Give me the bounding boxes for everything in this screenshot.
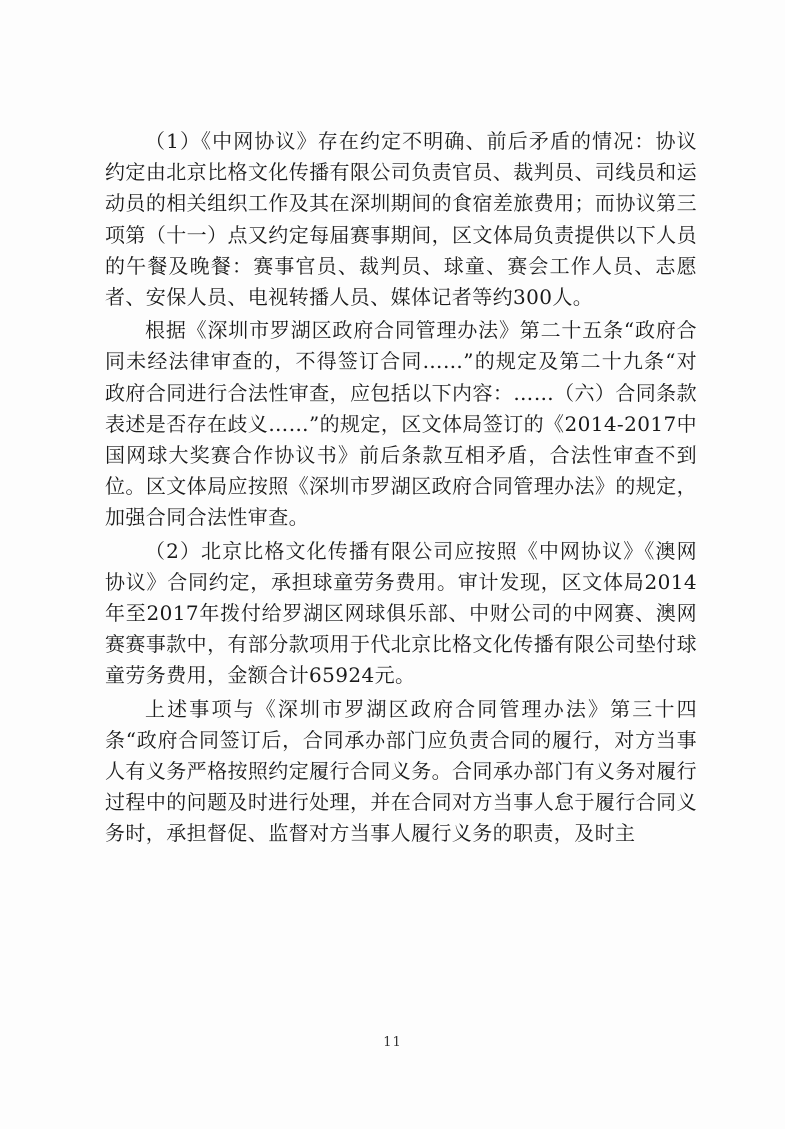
paragraph-contract-ambiguity: （1）《中网协议》存在约定不明确、前后矛盾的情况：协议约定由北京比格文化传播有限公司负责官员、裁判员、司线员和运动员的相关组织工作及其在深圳期间的食宿差旅费用；而协议第三项第（十一）点又约定每届赛事期间，区文体局负责提供以下人员的午餐及晚餐：赛事官员、裁判员、球童、赛会工作人员、志愿者、安保人员、电视转播人员、媒体记者等约300人。 [105, 129, 697, 310]
page-number: 11 [383, 1035, 402, 1050]
paragraph-legal-review: 根据《深圳市罗湖区政府合同管理办法》第二十五条“政府合同未经法律审查的，不得签订合同……”的规定及第二十九条“对政府合同进行合法性审查，应包括以下内容：……（六）合同条款表述是否存在歧义……”的规定，区文体局签订的《2014-2017中国网球大奖赛合作协议书》前后条款互相矛盾，合法性审查不到位。区文体局应按照《深圳市罗湖区政府合同管理办法》的规定，加强合同合法性审查。 [105, 318, 697, 530]
paragraph-ball-kid-fees: （2）北京比格文化传播有限公司应按照《中网协议》《澳网协议》合同约定，承担球童劳务费用。审计发现，区文体局2014年至2017年拨付给罗湖区网球俱乐部、中财公司的中网赛、澳网赛赛事款中，有部分款项用于代北京比格文化传播有限公司垫付球童劳务费用，金额合计65924元。 [105, 538, 697, 688]
body-text [105, 126, 697, 850]
paragraph-contract-performance: 上述事项与《深圳市罗湖区政府合同管理办法》第三十四条“政府合同签订后，合同承办部门应负责合同的履行，对方当事人有义务严格按照约定履行合同义务。合同承办部门有义务对履行过程中的问题及时进行处理，并在合同对方当事人怠于履行合同义务时，承担督促、监督对方当事人履行义务的职责，及时主 [105, 696, 697, 846]
